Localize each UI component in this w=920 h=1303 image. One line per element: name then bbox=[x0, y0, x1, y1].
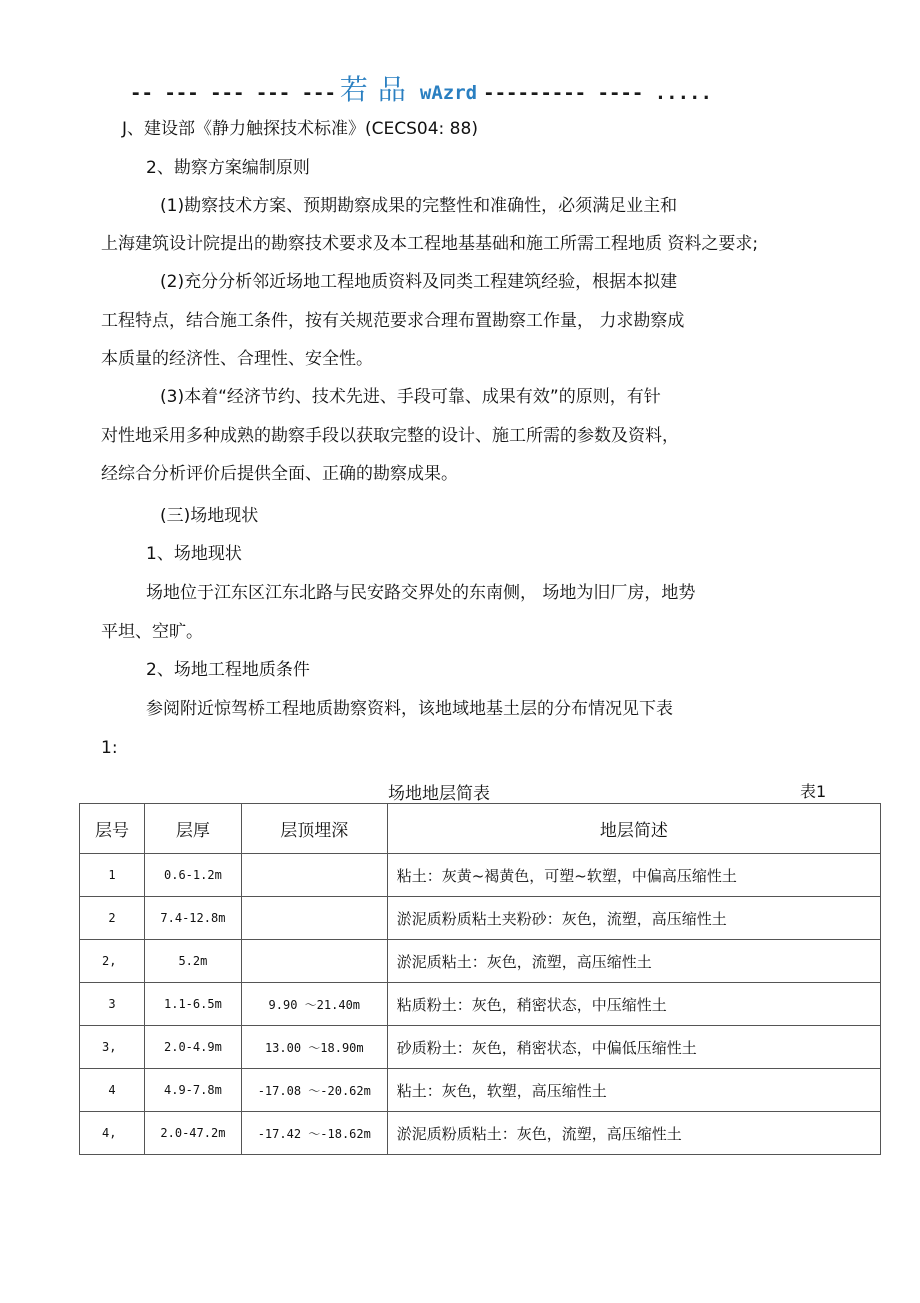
table-row bbox=[80, 854, 881, 897]
paragraph-line: 工程特点，结合施工条件，按有关规范要求合理布置勘察工作量， 力求勘察成 bbox=[101, 311, 685, 331]
section-heading: 2、勘察方案编制原则 bbox=[146, 158, 310, 178]
cell-description: 粘质粉土：灰色，稍密状态，中压缩性土 bbox=[387, 983, 880, 1026]
cell-description: 淤泥质粉质粘土夹粉砂：灰色，流塑，高压缩性土 bbox=[387, 897, 880, 940]
paragraph-line: 本质量的经济性、合理性、安全性。 bbox=[101, 349, 373, 369]
table-row bbox=[80, 1026, 881, 1069]
cell-top-depth bbox=[241, 897, 387, 940]
table-number: 表1 bbox=[800, 782, 827, 801]
cell-thickness: 7.4-12.8m bbox=[144, 897, 241, 940]
table-caption: 场地地层简表 bbox=[388, 784, 490, 804]
table-row bbox=[80, 1069, 881, 1112]
table-row bbox=[80, 983, 881, 1026]
header-description: 地层简述 bbox=[387, 804, 880, 854]
header-top-depth: 层顶埋深 bbox=[241, 804, 387, 854]
cell-thickness: 0.6-1.2m bbox=[144, 854, 241, 897]
paragraph-line: (2)充分分析邻近场地工程地质资料及同类工程建筑经验，根据本拟建 bbox=[160, 272, 678, 292]
paragraph-line: 上海建筑设计院提出的勘察技术要求及本工程地基基础和施工所需工程地质 资料之要求; bbox=[101, 234, 759, 254]
cell-top-depth bbox=[241, 940, 387, 983]
cell-layer-no: 3 bbox=[80, 983, 145, 1026]
cell-thickness: 2.0-47.2m bbox=[144, 1112, 241, 1155]
cell-description: 粘土：灰色，软塑，高压缩性土 bbox=[387, 1069, 880, 1112]
table-row bbox=[80, 1112, 881, 1155]
paragraph-line: 参阅附近惊驾桥工程地质勘察资料，该地域地基土层的分布情况见下表 bbox=[146, 699, 673, 719]
cell-description: 砂质粉土：灰色，稍密状态，中偏低压缩性土 bbox=[387, 1026, 880, 1069]
cell-thickness: 4.9-7.8m bbox=[144, 1069, 241, 1112]
cell-layer-no: 2, bbox=[80, 940, 145, 983]
cell-description: 粘土：灰黄~褐黄色，可塑~软塑，中偏高压缩性土 bbox=[387, 854, 880, 897]
cell-top-depth: -17.42 ～-18.62m bbox=[241, 1112, 387, 1155]
cell-layer-no: 4, bbox=[80, 1112, 145, 1155]
paragraph-line: (3)本着“经济节约、技术先进、手段可靠、成果有效”的原则，有针 bbox=[160, 387, 661, 407]
cell-description: 淤泥质粉质粘土：灰色，流塑，高压缩性土 bbox=[387, 1112, 880, 1155]
page-header bbox=[130, 68, 810, 108]
section-heading: 2、场地工程地质条件 bbox=[146, 660, 310, 680]
header-dashes-left: -- --- --- --- --- bbox=[130, 82, 336, 104]
cell-top-depth bbox=[241, 854, 387, 897]
table-row bbox=[80, 897, 881, 940]
header-layer-no: 层号 bbox=[80, 804, 145, 854]
cell-top-depth: -17.08 ～-20.62m bbox=[241, 1069, 387, 1112]
table-row bbox=[80, 940, 881, 983]
cell-thickness: 5.2m bbox=[144, 940, 241, 983]
header-brand-en: wAzrd bbox=[419, 82, 478, 104]
paragraph-line: (1)勘察技术方案、预期勘察成果的完整性和准确性，必须满足业主和 bbox=[160, 196, 678, 216]
paragraph-line: 1: bbox=[101, 738, 118, 758]
header-thickness: 层厚 bbox=[144, 804, 241, 854]
paragraph-line: J、建设部《静力触探技术标准》(CECS04: 88) bbox=[122, 119, 478, 139]
strata-table bbox=[79, 803, 881, 1155]
header-brand: 若品 bbox=[339, 73, 416, 106]
cell-layer-no: 3, bbox=[80, 1026, 145, 1069]
cell-layer-no: 1 bbox=[80, 854, 145, 897]
paragraph-line: 对性地采用多种成熟的勘察手段以获取完整的设计、施工所需的参数及资料， bbox=[101, 426, 679, 446]
header-dashes-right: --------- ---- ..... bbox=[483, 82, 712, 104]
cell-thickness: 1.1-6.5m bbox=[144, 983, 241, 1026]
section-heading: 1、场地现状 bbox=[146, 544, 242, 564]
cell-layer-no: 4 bbox=[80, 1069, 145, 1112]
paragraph-line: 场地位于江东区江东北路与民安路交界处的东南侧， 场地为旧厂房，地势 bbox=[146, 583, 696, 603]
table-header-row bbox=[80, 804, 881, 854]
cell-top-depth: 13.00 ～18.90m bbox=[241, 1026, 387, 1069]
cell-description: 淤泥质粘土：灰色，流塑，高压缩性土 bbox=[387, 940, 880, 983]
section-heading: (三)场地现状 bbox=[160, 506, 259, 526]
cell-top-depth: 9.90 ～21.40m bbox=[241, 983, 387, 1026]
paragraph-line: 经综合分析评价后提供全面、正确的勘察成果。 bbox=[101, 464, 458, 484]
paragraph-line: 平坦、空旷。 bbox=[101, 622, 203, 642]
cell-thickness: 2.0-4.9m bbox=[144, 1026, 241, 1069]
cell-layer-no: 2 bbox=[80, 897, 145, 940]
